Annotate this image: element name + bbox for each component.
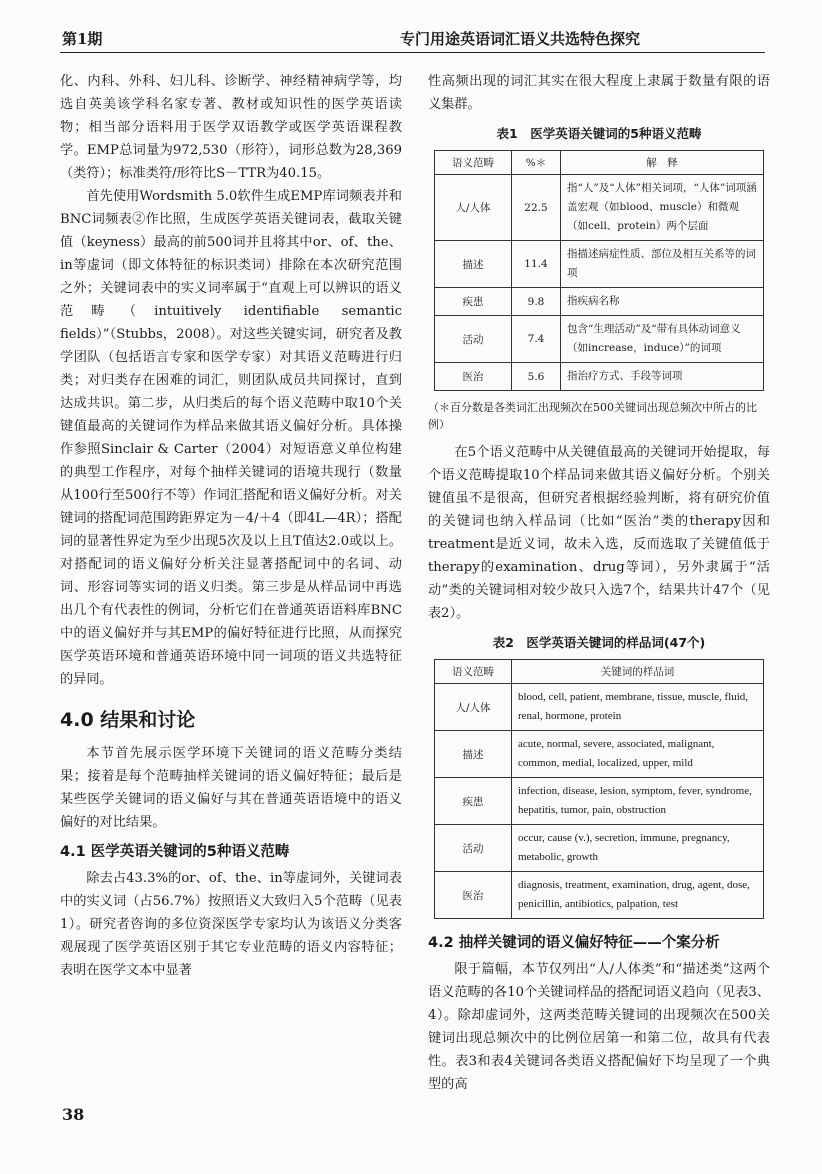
right-paragraph-3: 限于篇幅，本节仅列出“人/人体类”和“描述类”这两个语义范畴的各10个关键词样品的搭配词语义趋向（见表3、4）。除却虚词外，这两类范畴关键词的出现频次在500关键词出现总频次中的比例位居第一和第二位，故具有代表性。表3和表4关键词各类语义搭配偏好下均呈现了一个典型的高 <box>428 962 770 1092</box>
table-row <box>435 316 764 363</box>
table1-category: 疾患 <box>435 288 512 316</box>
table1-percent: 7.4 <box>512 316 561 363</box>
table-row <box>435 684 764 731</box>
table2-category: 人/人体 <box>435 684 512 731</box>
table2-header-row <box>435 660 764 684</box>
table1-caption: 表1 医学英语关键词的5种语义范畴 <box>496 126 702 141</box>
table1-category: 人/人体 <box>435 175 512 241</box>
running-title: 专门用途英语词汇语义共选特色探究 <box>399 30 640 48</box>
table2-header-category: 语义范畴 <box>435 660 512 684</box>
left-paragraph-2: 首先使用Wordsmith 5.0软件生成EMP库词频表并和BNC词频表②作比照，生成医学英语关键词表，截取关键值（keyness）最高的前500词并且将其中or、of、the、in等虚词（即文体特征的标识类词）排除在本次研究范围之外；关键词表中的实义词率属于“直观上可以辨识的语义范畴（intuitively identifiable semantic fields）”（Stubbs，2008）。对这些关键实词，研究者及教学团队（包括语言专家和医学专家）对其语义范畴进行归类；对归类存在困难的词汇，则团队成员共同探讨，直到达成共识。第二步，从归类后的每个语义范畴中取10个关键值最高的关键词作为样品来做其语义偏好分析。具体操作参照Sinclair & Carter（2004）对短语意义单位构建的典型工作程序，对每个抽样关键词的语境共现行（数量从100行至500行不等）作词汇搭配和语义偏好分析。对关键词的搭配词范围跨距界定为－4/＋4（即4L—4R）；搭配词的显著性界定为至少出现5次及以上且T值达2.0或以上。对搭配词的语义偏好分析关注显著搭配词中的名词、动词、形容词等实词的语义归类。第三步是从样品词中再选出几个有代表性的例词，分析它们在普通英语语料库BNC中的语义偏好并与其EMP的偏好特征进行比照，从而探究医学英语环境和普通英语环境中同一词项的语义共选特征的异同。 <box>60 189 402 687</box>
table2 <box>434 659 764 919</box>
right-paragraph-1: 性高频出现的词汇其实在很大程度上隶属于数量有限的语义集群。 <box>428 74 770 112</box>
table2-words: blood, cell, patient, membrane, tissue, muscle, fluid, renal, hormone, protein <box>512 684 764 731</box>
table1-description: 指治疗方式、手段等词项 <box>561 363 764 391</box>
right-paragraph-2: 在5个语义范畴中从关键值最高的关键词开始提取，每个语义范畴提取10个样品词来做其语义偏好分析。个别关键值虽不是很高，但研究者根据经验判断，将有研究价值的关键词也纳入样品词（比如“医治”类的therapy因和treatment是近义词，故未入选，反而选取了关键值低于therapy的examination、drug等词），另外隶属于“活动”类的关键词相对较少故只入选7个，结果共计47个（见表2）。 <box>428 445 770 621</box>
table1-percent: 11.4 <box>512 241 561 288</box>
table1-note: （＊百分数是各类词汇出现频次在500关键词出现总频次中所占的比例） <box>428 401 757 431</box>
table2-category: 描述 <box>435 731 512 778</box>
table1-header-description: 解 释 <box>561 151 764 175</box>
table1-header-percent: %＊ <box>512 151 561 175</box>
table2-words: occur, cause (v.), secretion, immune, pregnancy, metabolic, growth <box>512 825 764 872</box>
table2-words: diagnosis, treatment, examination, drug, agent, dose, penicillin, antibiotics, palpation, test <box>512 872 764 919</box>
table-row <box>435 241 764 288</box>
page-number: 38 <box>62 1105 85 1124</box>
table1-description: 包含“生理活动”及“带有具体动词意义（如increase，induce）”的词项 <box>561 316 764 363</box>
left-paragraph-1: 化、内科、外科、妇儿科、诊断学、神经精神病学等，均选自英美该学科名家专著、教材或知识性的医学英语读物；相当部分语料用于医学双语教学或医学英语课程教学。EMP总词量为972,530（形符），词形总数为28,369（类符）；标准类符/形符比S－TTR为40.15。 <box>60 74 402 181</box>
table1-category: 医治 <box>435 363 512 391</box>
table1-description: 指描述病症性质、部位及相互关系等的词项 <box>561 241 764 288</box>
table1-category: 活动 <box>435 316 512 363</box>
table2-category: 活动 <box>435 825 512 872</box>
left-paragraph-4: 除去占43.3%的or、of、the、in等虚词外，关键词表中的实义词（占56.7%）按照语义大致归入5个范畴（见表1）。研究者咨询的多位资深医学专家均认为该语义分类客观展现了医学英语区别于其它专业范畴的语义内容特征；表明在医学文本中显著 <box>60 871 402 978</box>
issue-label: 第1期 <box>62 30 103 48</box>
table-row <box>435 363 764 391</box>
table1-description: 指疾病名称 <box>561 288 764 316</box>
table-row <box>435 288 764 316</box>
subsection-heading-4-1: 4.1 医学英语关键词的5种语义范畴 <box>60 844 290 860</box>
table2-category: 疾患 <box>435 778 512 825</box>
table-row <box>435 825 764 872</box>
table1-percent: 5.6 <box>512 363 561 391</box>
right-column <box>428 70 770 1096</box>
table2-header-words: 关键词的样品词 <box>512 660 764 684</box>
table-row <box>435 175 764 241</box>
table1-header-row <box>435 151 764 175</box>
table1-percent: 9.8 <box>512 288 561 316</box>
table-row <box>435 778 764 825</box>
table1-description: 指“人”及“人体”相关词项，“人体”词项涵盖宏观（如blood、muscle）和微观（如cell、protein）两个层面 <box>561 175 764 241</box>
table1-header-category: 语义范畴 <box>435 151 512 175</box>
table1-percent: 22.5 <box>512 175 561 241</box>
header-rule <box>60 52 765 53</box>
table2-category: 医治 <box>435 872 512 919</box>
left-column <box>60 70 402 982</box>
table2-caption: 表2 医学英语关键词的样品词(47个) <box>492 635 706 650</box>
table1-category: 描述 <box>435 241 512 288</box>
table1 <box>434 150 764 391</box>
subsection-heading-4-2: 4.2 抽样关键词的语义偏好特征——个案分析 <box>428 935 720 951</box>
table-row <box>435 872 764 919</box>
table2-words: acute, normal, severe, associated, malignant, common, medial, localized, upper, mild <box>512 731 764 778</box>
table2-words: infection, disease, lesion, symptom, fever, syndrome, hepatitis, tumor, pain, obstruction <box>512 778 764 825</box>
section-heading: 4.0 结果和讨论 <box>60 709 196 731</box>
left-paragraph-3: 本节首先展示医学环境下关键词的语义范畴分类结果；接着是每个范畴抽样关键词的语义偏好特征；最后是某些医学关键词的语义偏好与其在普通英语语境中的语义偏好的对比结果。 <box>60 746 402 830</box>
table-row <box>435 731 764 778</box>
